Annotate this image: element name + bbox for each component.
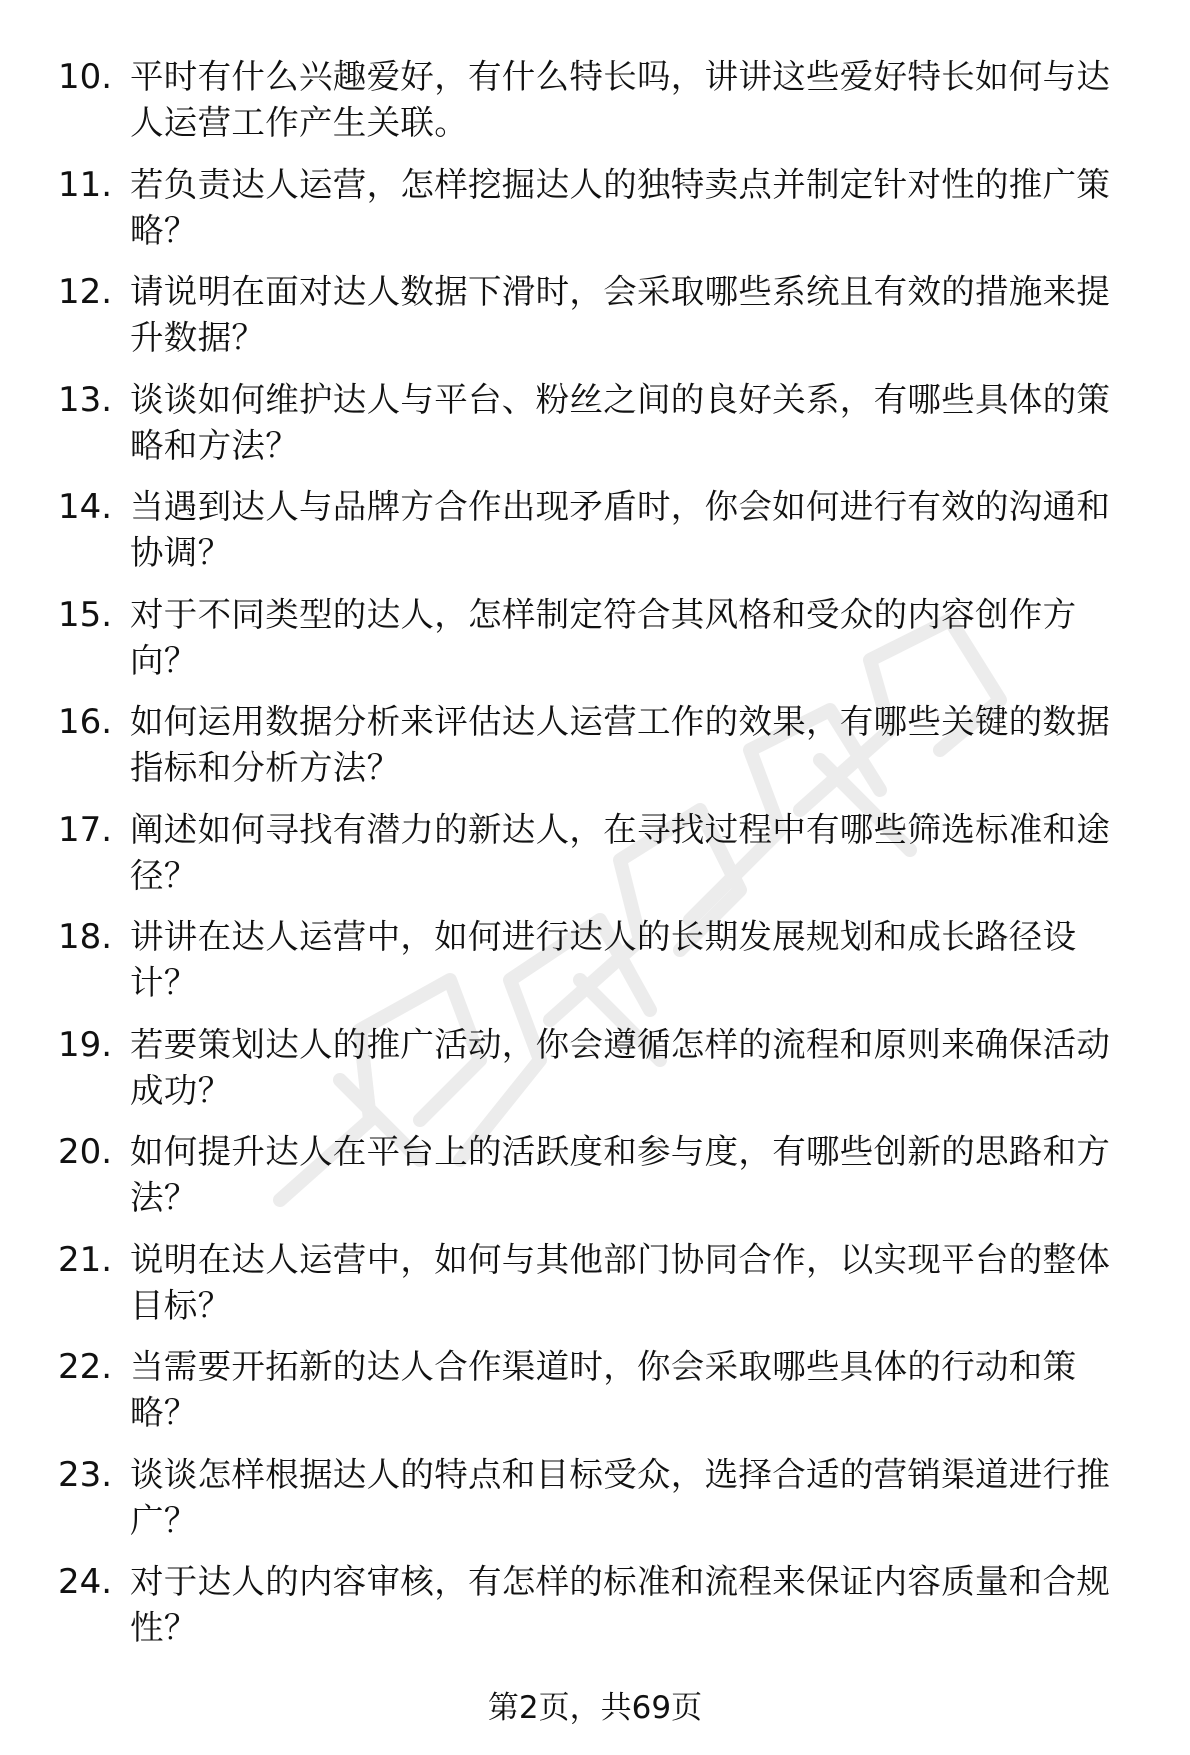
question-number: 12. xyxy=(58,272,113,312)
question-text: 请说明在面对达人数据下滑时，会采取哪些系统且有效的措施来提升数据？ xyxy=(130,272,1111,357)
question-text: 对于达人的内容审核，有怎样的标准和流程来保证内容质量和合规性？ xyxy=(130,1562,1111,1647)
question-list xyxy=(0,54,1190,1667)
question-number: 17. xyxy=(58,809,113,850)
list-item xyxy=(0,1237,1190,1345)
list-item xyxy=(0,54,1190,162)
question-number: 23. xyxy=(58,1454,113,1495)
question-text: 当需要开拓新的达人合作渠道时，你会采取哪些具体的行动和策略？ xyxy=(130,1347,1077,1432)
list-item xyxy=(0,1344,1190,1452)
list-item xyxy=(0,592,1190,700)
page-indicator: 第2页，共69页 xyxy=(487,1690,703,1726)
question-number: 21. xyxy=(58,1239,113,1280)
question-text: 如何提升达人在平台上的活跃度和参与度，有哪些创新的思路和方法？ xyxy=(130,1132,1111,1217)
question-number: 20. xyxy=(58,1132,113,1172)
list-item xyxy=(0,269,1190,377)
list-item xyxy=(0,1022,1190,1130)
list-item xyxy=(0,162,1190,270)
question-number: 24. xyxy=(58,1562,113,1602)
question-number: 19. xyxy=(58,1024,113,1065)
list-item xyxy=(0,484,1190,592)
question-number: 15. xyxy=(58,594,113,635)
list-item xyxy=(0,1452,1190,1560)
question-text: 如何运用数据分析来评估达人运营工作的效果，有哪些关键的数据指标和分析方法？ xyxy=(130,702,1111,787)
question-text: 讲讲在达人运营中，如何进行达人的长期发展规划和成长路径设计？ xyxy=(130,917,1077,1002)
question-number: 10. xyxy=(58,57,113,97)
question-text: 对于不同类型的达人，怎样制定符合其风格和受众的内容创作方向？ xyxy=(130,594,1077,680)
question-number: 11. xyxy=(58,164,113,205)
list-item xyxy=(0,1559,1190,1667)
question-text: 谈谈如何维护达人与平台、粉丝之间的良好关系，有哪些具体的策略和方法？ xyxy=(130,379,1111,465)
question-text: 说明在达人运营中，如何与其他部门协同合作，以实现平台的整体目标？ xyxy=(130,1239,1111,1325)
question-text: 平时有什么兴趣爱好，有什么特长吗，讲讲这些爱好特长如何与达人运营工作产生关联。 xyxy=(130,57,1111,142)
list-item xyxy=(0,1129,1190,1237)
list-item xyxy=(0,377,1190,485)
question-text: 当遇到达人与品牌方合作出现矛盾时，你会如何进行有效的沟通和协调？ xyxy=(130,487,1111,572)
question-number: 14. xyxy=(58,487,113,527)
question-text: 谈谈怎样根据达人的特点和目标受众，选择合适的营销渠道进行推广？ xyxy=(130,1454,1111,1540)
question-number: 16. xyxy=(58,702,113,742)
list-item xyxy=(0,914,1190,1022)
list-item xyxy=(0,807,1190,915)
question-number: 13. xyxy=(58,379,113,420)
question-text: 若负责达人运营，怎样挖掘达人的独特卖点并制定针对性的推广策略？ xyxy=(130,164,1111,250)
question-number: 22. xyxy=(58,1347,113,1387)
question-number: 18. xyxy=(58,917,113,957)
list-item xyxy=(0,699,1190,807)
question-text: 若要策划达人的推广活动，你会遵循怎样的流程和原则来确保活动成功？ xyxy=(130,1024,1111,1110)
question-text: 阐述如何寻找有潜力的新达人，在寻找过程中有哪些筛选标准和途径？ xyxy=(130,809,1111,895)
